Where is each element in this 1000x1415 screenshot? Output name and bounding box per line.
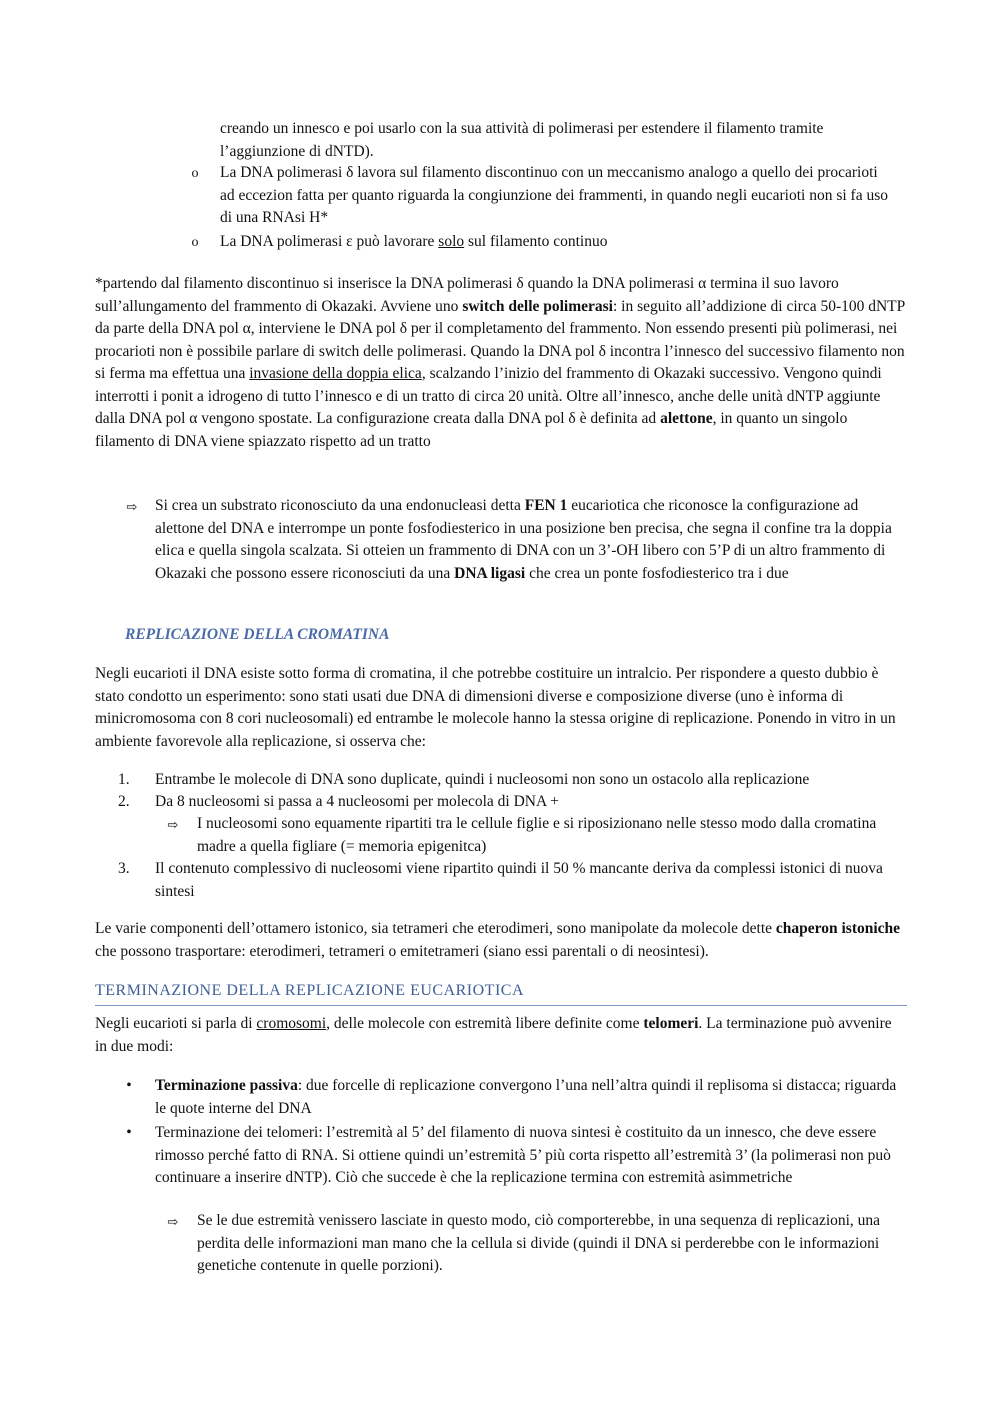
bold-term: alettone [660, 410, 713, 427]
section-heading: TERMINAZIONE DELLA REPLICAZIONE EUCARIOTICA [95, 980, 907, 1006]
bold-term: DNA ligasi [454, 564, 526, 582]
arrow-bullet-icon: ⇨ [167, 1215, 179, 1230]
list-item-text: La DNA polimerasi δ lavora sul filamento discontinuo con un meccanismo analogo a quello dei procarioti ad eccezion fatta per quanto riguarda la congiunzione dei frammenti, in quando negli eucarioti non si fa uso di una RNAsi H* [220, 164, 888, 226]
numbered-list-item [155, 791, 907, 814]
underlined-text: solo [438, 233, 465, 250]
numbered-list-item [155, 769, 907, 792]
underlined-text: invasione della doppia elica [249, 365, 422, 382]
list-item [220, 231, 890, 254]
list-number: 2. [118, 793, 130, 810]
continuation-line-1: creando un innesco e poi usarlo con la sua attività di polimerasi per estendere il filamento tramite [220, 120, 824, 137]
list-item [220, 162, 890, 230]
bullet-dot: • [126, 1124, 132, 1141]
text-span: . La terminazione può avvenire in due modi: [95, 1015, 892, 1055]
list-bullet-circle: o [191, 235, 199, 250]
list-bullet-circle: o [191, 166, 199, 181]
text-span: : in seguito all’addizione di circa 50-100 dNTP da parte della DNA pol α, interviene le DNA pol δ per il completamento del frammento. Non essendo presenti più polimerasi, nei procarioti non è possibile parlare di switch delle polimerasi. Quando la DNA pol δ incontra l’innesco del successivo filamento non si ferma ma effettua una [95, 297, 905, 382]
text-span: Le varie componenti dell’ottamero istonico, sia tetrameri che eterodimeri, sono manipolate da molecole dette [95, 920, 776, 937]
list-item-text: Il contenuto complessivo di nucleosomi viene ripartito quindi il 50 % mancante deriva da complessi istonici di nuova sintesi [155, 860, 883, 900]
arrow-bullet-icon: ⇨ [126, 500, 138, 515]
text-span: , scalzando l’inizio del frammento di Okazaki successivo. Vengono quindi interrotti i ponit a idrogeno di tutto l’innesco e di un tratto di circa 20 unità. Oltre all’innesco, anche delle unità dNTP aggiunte dalla DNA pol α vengono spostate. La configurazione creata dalla DNA pol δ è definita ad [95, 365, 882, 427]
text-span: sul filamento continuo [464, 233, 608, 250]
list-number: 3. [118, 860, 130, 877]
list-item-text: Terminazione dei telomeri: l’estremità al 5’ del filamento di nuova sintesi è costituito da un innesco, che deve essere rimosso perché fatto di RNA. Si ottiene quindi un’estremità 5’ più corta rispetto all’estremità 3’ (la polimerasi non può continuare a inserire dNTP). Ciò che succede è che la replicazione termina con estremità asimmetriche [155, 1124, 891, 1186]
list-item-text [155, 1075, 905, 1120]
numbered-sub-item [197, 813, 897, 858]
text-span: che possono trasportare: eterodimeri, tetrameri o emitetrameri (siano essi parentali o di neosintesi). [95, 942, 709, 960]
underlined-text: cromosomi [256, 1015, 327, 1032]
bullet-list-item [155, 1075, 905, 1120]
bold-term: switch delle polimerasi [462, 297, 613, 315]
list-item-text: I nucleosomi sono equamente ripartiti tra le cellule figlie e si riposizionano nelle stesso modo dalla cromatina madre a quella figliare (= memoria epigenitca) [197, 815, 877, 855]
list-item-text [220, 231, 890, 254]
list-continuation [220, 118, 890, 163]
bold-term: FEN 1 [524, 497, 568, 514]
continuation-line-2: l’aggiunzione di dNTD). [220, 142, 374, 160]
list-item-text: Entrambe le molecole di DNA sono duplicate, quindi i nucleosomi non sono un ostacolo alla replicazione [155, 771, 810, 788]
paragraph-chaperones [95, 918, 907, 963]
text-span: La DNA polimerasi ε può lavorare [220, 233, 439, 250]
arrow-list-item [155, 495, 903, 585]
arrow-item-text [155, 495, 903, 585]
subsection-heading: REPLICAZIONE DELLA CROMATINA [125, 626, 390, 643]
paragraph-text [95, 273, 907, 453]
paragraph-text: Negli eucarioti il DNA esiste sotto forma di cromatina, il che potrebbe costituire un intralcio. Per rispondere a questo dubbio è stato condotto un esperimento: sono stati usati due DNA di dimensioni diverse e composizione diverse (uno è informa di minicromosoma con 8 cori nucleosomali) ed entrambe le molecole hanno la stessa origine di replicazione. Ponendo in vitro in un ambiente favorevole alla replicazione, si osserva che: [95, 665, 896, 750]
bold-term: Terminazione passiva [155, 1077, 298, 1094]
text-span: che crea un ponte fosfodiesterico tra i due [525, 564, 789, 582]
text-span: : due forcelle di replicazione convergono l’una nell’altra quindi il replisoma si distacca; riguarda le quote interne del DNA [155, 1077, 897, 1117]
bold-term: telomeri [643, 1015, 699, 1032]
paragraph-polymerase-switch [95, 273, 907, 453]
numbered-list-item [155, 858, 907, 903]
text-span: Negli eucarioti si parla di [95, 1015, 257, 1032]
list-item-text: Da 8 nucleosomi si passa a 4 nucleosomi per molecola di DNA + [155, 793, 559, 810]
text-span: , delle molecole con estremità libere definite come [326, 1015, 644, 1032]
paragraph-telomeres [95, 1013, 907, 1058]
text-span: , in quanto un singolo filamento di DNA viene spiazzato rispetto ad un tratto [95, 410, 848, 450]
text-span: Si crea un substrato riconosciuto da una endonucleasi detta [155, 497, 525, 514]
bullet-list-item [155, 1122, 905, 1190]
list-item-text: Se le due estremità venissero lasciate in questo modo, ciò comporterebbe, in una sequenza di replicazioni, una perdita delle informazioni man mano che la cellula si divide (quindi il DNA si perderebbe con le informazioni genetiche contenute in quelle porzioni). [197, 1212, 881, 1274]
text-span: eucariotica che riconosce la configurazione ad alettone del DNA e interrompe un ponte fosfodiesterico in una posizione ben precisa, che segna il confine tra la doppia elica e quella singola scalzata. Si otteien un frammento di DNA con un 3’-OH libero con 5’P di un altro frammento di Okazaki che possono essere riconosciuti da una [155, 497, 892, 582]
paragraph-chromatin [95, 663, 907, 753]
paragraph-text [95, 1013, 907, 1058]
list-number: 1. [118, 771, 130, 788]
bullet-dot: • [126, 1077, 132, 1094]
bullet-sub-item [197, 1210, 897, 1278]
text-span: *partendo dal filamento discontinuo si inserisce la DNA polimerasi δ quando la DNA polimerasi α termina il suo lavoro sull’allungamento del frammento di Okazaki. Avviene uno [95, 275, 839, 315]
arrow-bullet-icon: ⇨ [167, 818, 179, 833]
bold-term: chaperon istoniche [775, 920, 901, 937]
paragraph-text [95, 918, 907, 963]
